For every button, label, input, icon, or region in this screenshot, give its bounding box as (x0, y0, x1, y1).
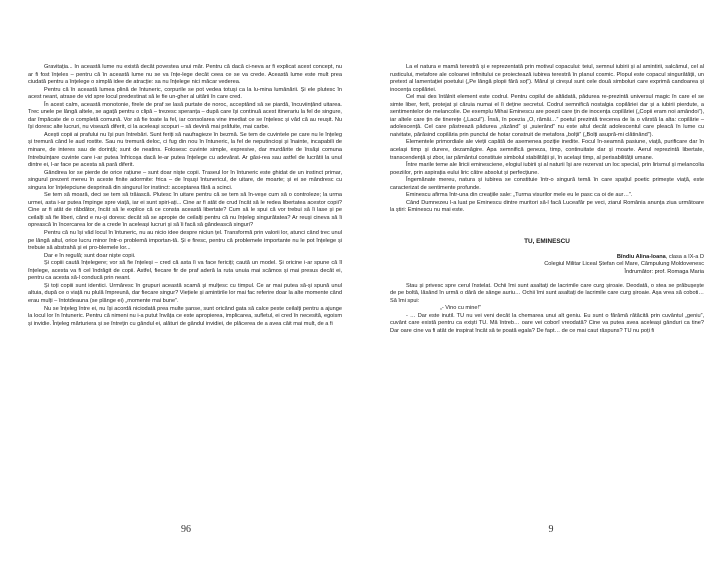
left-paragraph: Pentru că în această lumea plină de întuneric, corpurile se pot vedea totuși ca la lu-mina lumânării. Și ele plutesc în acest neant, atrase de vid spre locul predestinat să le fie un-gher al uitării în care cred. (28, 86, 342, 101)
left-paragraph: Dar e în regulă; sunt doar niște copii. (44, 252, 136, 259)
left-paragraph: Se tem să moară, deci se tem să trăiască. Plutesc în uitare pentru că se tem să în-veșe cum să o controleze; la urma urmei, asta i-ar putea împinge spre viață, iar ei sunt spiri-ați... Cine ar fi atât de crud încât să le redea libertatea acestor copii? Cine ar fi atât de răbdător, încât să le explice că ce consta această libertate? Cum să le spui că vor trebui să îi lase și pe ceilalți să fie liberi, când e nu-și doresc decât să se apropie de ceilalți pentru că nu înțeleg singurătatea? Ar reuși cineva să îi oprească în încercarea lor de a crede în aceleași lucruri și să îi facă să gândească singuri? (28, 192, 342, 229)
right-paragraph: Între marile teme ale liricii eminesciene, elogiul iubirii și al naturii își are rezervat un loc special, prin lirismul și melancolia poeziilor, prin aspirația eului liric către absolut și perfecțiune. (390, 162, 704, 176)
right-page-number: 9 (548, 524, 554, 535)
left-page-number: 96 (181, 524, 191, 535)
byline-school: Colegiul Militar Liceal Ștefan cel Mare, Câmpulung Moldovenesc (544, 261, 704, 268)
left-paragraph: Și toți copiii sunt identici. Urmăresc în grupuri această scamă și mulțesc cu timpul. Ce ar mai putea să-și spună unul altuia, după ce o viață nu plulă împreună, dar fiecare singur? Viețiele și amintirile lor mai fac referire doar la alte momente când erau mulți – întotdeauna (se plânge ei) „momente mai bune”. (28, 282, 342, 304)
left-paragraph: Pentru că nu își văd locul în întuneric, nu au nicio idee despre niciun țel. Transformă prin valorii lor, atunci când trec unul pe lângă altul, orice lucru minor într-o problemă importan-tă. Și e firesc, pentru că problemele importante nu le pot înțelege și trebuie să abstrahă și ei pro-blemele lor... (28, 230, 342, 252)
left-paragraph: Și copiii caută înțelegere; vor să fie înțeleși – cred că asta îi va face fericiți; caută un model. Și oricine i-ar spune că îl înțelege, acesta va fi cel îndrăgit de copii. Astfel, fiecare fir de praf aderă la ruta unuia mai scămos și mai presus decât ei, pentru ca acesta să-l conducă prin neant. (28, 260, 342, 282)
article-title: TU, EMINESCU (524, 237, 570, 245)
byline (390, 254, 704, 277)
right-paragraph: La el natura e mamă terestră și e reprezentată prin motivul copacului: teiul, semnul iubirii și al amintirii, salcâmul, cel al rusticului, metafore ale coloanei infinitului ce proiectează iubirea terestră în planul cosmic. Plopul este copacul singurătății, un pretext al lamentației poetului („Pe lângă plopii fără soț”). Mărul și cireșul sunt cele două simboluri care exprimă candoarea și inocența copilăriei. (390, 64, 704, 93)
author-class: , clasa a IX-a D (665, 253, 704, 260)
right-page-text (390, 64, 704, 520)
right-paragraph: Elementele primordiale ale vieții capătă de asemenea poziție inedite. Focul în-seamnă pasiune, viață, purificare dar în același timp și durere, dezamăgire. Apa semnifică geneza, timp, continuitate dar și moarte. Aerul reprezintă libertate, transcendență și zbor, iar pământul constituie simbolul stabilității și, în același timp, al perisabilității umane. (390, 139, 704, 161)
right-paragraph: - … Dar este inutil. TU nu vei veni decât la chemarea unui alt geniu. Eu sunt o fărâmă rătăcită prin cuvântul „geniu”, cuvânt care există pentru ca exiști TU. Mă întreb… oare vei coborî vreodată? Cine va putea avea aceleași gânduri ca tine? Dar oare cine va fi atât de inspirat încât să te poată egala? De fapt… de ce mai caut răspuns? TU nu poți fi (390, 312, 704, 334)
right-paragraph: Îngemănate mereu, natura și iubirea se constituie într-o singură temă în care spațiul poetic primește viață, este caracterizat de sentimente profunde. (390, 177, 704, 191)
left-paragraph: Acești copii ai prafului nu își pun întrebări. Sunt feriți să naufragieze în bezmă. Se tem de cuvintele pe care nu le înțeleg și tremură când le aud rostite. Sau nu tremură deloc, ci fug din nou în întuneric, la fel de neputincioși și înainte, incapabili de minare, de interes sau de dorință; sunt de neatins. Folosesc cuvinte simple, expresive, dar murdărite de însăși comuna întrebuințare cuvinte care i-ar putea înfricoșa dacă le-ar putea înțelege cu adevărat. Ar găsi-rea sau astfel de lucrătii la unul dintre ei, l-ar face pe acesta să pară diferit. (28, 131, 342, 169)
left-paragraph: În acest calm, această monotonie, firele de praf se lasă purtate de noroc, acceptând să se piardă, încuviințând uitarea. Trec unele pe lângă altele, se agață pentru o clipă – trezesc speranța – după care își continuă acest itinerariu la fel de singure, dar împăcate de o completă comună. Vor să fie toate la fel, iar consolarea vine imediat ce se înțelesc și văd că au reușit. Nu își doresc alte lucruri, nu visează diferit, ci la aceleași scopuri – să devină mai prăfuite, mai carbe. (28, 101, 342, 131)
right-quote: „- Vino cu mine!” (440, 305, 481, 312)
author-name: Bîndiu Alina-Ioana (616, 253, 666, 260)
byline-teacher: Îndrumător: prof. Romaga Maria (624, 269, 704, 276)
left-paragraph: Gravitația... În această lume nu există decât povestea unui măr. Pentru că dacă ci-neva ar fi explicat acest concept, nu ar fi fost înțeles – pentru că în această lume nu se va înțe-lege decât ceea ce se va crede. Această lume este mult prea ciudată pentru a înțelege o simplă idee de atracție: sa nu înțelege nici măcar vederea. (28, 64, 342, 86)
byline-author-line (390, 254, 704, 262)
right-paragraph: Când Dumnezeu l-a luat pe Eminescu dintre muritori să-l facă Luceafăr pe veci, ziarul România anunța ziua următoare la știri: Eminescu nu mai este. (390, 199, 704, 214)
right-paragraph: Cel mai des întâlnit element este codrul. Pentru copilul de altădată, pădurea re-prezintă universul magic în care el se simte liber, ferit, protejat și căruia numai el îi deține secretul. Codrul semnifică nostalgia copilăriei dar și a iubirii pierdute, a sentimentelor de melancolie. De exemplu Mihai Eminescu are poezii care țin de inocența copilăriei („Copii eram noi amândoi”), iar altele care țin de tinerețe („Lacul”). Însă, în poezia „O, rămâi…” poetul prezintă trecerea de la o vârstă la alta: copilărie – adolescență. Cel care păstrează pădurea „râzând” și „suierând” nu este altul decât adolescentul care pleacă în lume cu naivitate, părăsind copilăria prin punctul de hotar construit de metafora „bolții” („Bolți asupră-mi clătinând”). (390, 94, 704, 138)
left-paragraph: Gândirea lor se pierde de orice rațiune – sunt doar niște copii. Traseul lor în întuneric este ghidat de un instinct primar, singurul prezent mereu în aceste finite adormite: frica – de înșuși întunericul, de uitare, de moarte; și ei se mândresc cu singura lor înțelepciune desprinsă din singurul lor instinct: acceptarea fără a scinci. (28, 169, 342, 191)
right-paragraph: Eminescu afirma într-una din creațiile sale: „Turma visurilor mele eu le pasc ca oi de aur…”. (406, 192, 633, 199)
left-paragraph: Nu se înțeleg între ei, nu își acordă niciodată prea multe șanse, sunt oricând gata să calce peste ceilalți pentru a ajunge la locul lor în întuneric. Pentru că nimeni nu i-a putut învăța ce este apropierea, implicarea, sufletul, ei cred în necesită, egoism și invidie. Înțeleg mărturiera și se întrețin cu gândul ei, alături de gândul invidiei, de plăcerea de a avea câit mai mult, de a fi (28, 305, 342, 327)
left-page-text (28, 64, 342, 520)
right-paragraph: Stau și privesc spre cerul înstelat. Ochii îmi sunt asaltați de lacrimile care curg șiroaie. Deodată, o stea se prăbușește de pe boltă, lăsând în urmă o dâră de sânge auriu… Ochii îmi sunt asaltați de lacrimile care curg șiroaie. Așa vrea să coboti… Să îmi spui: (390, 282, 704, 304)
